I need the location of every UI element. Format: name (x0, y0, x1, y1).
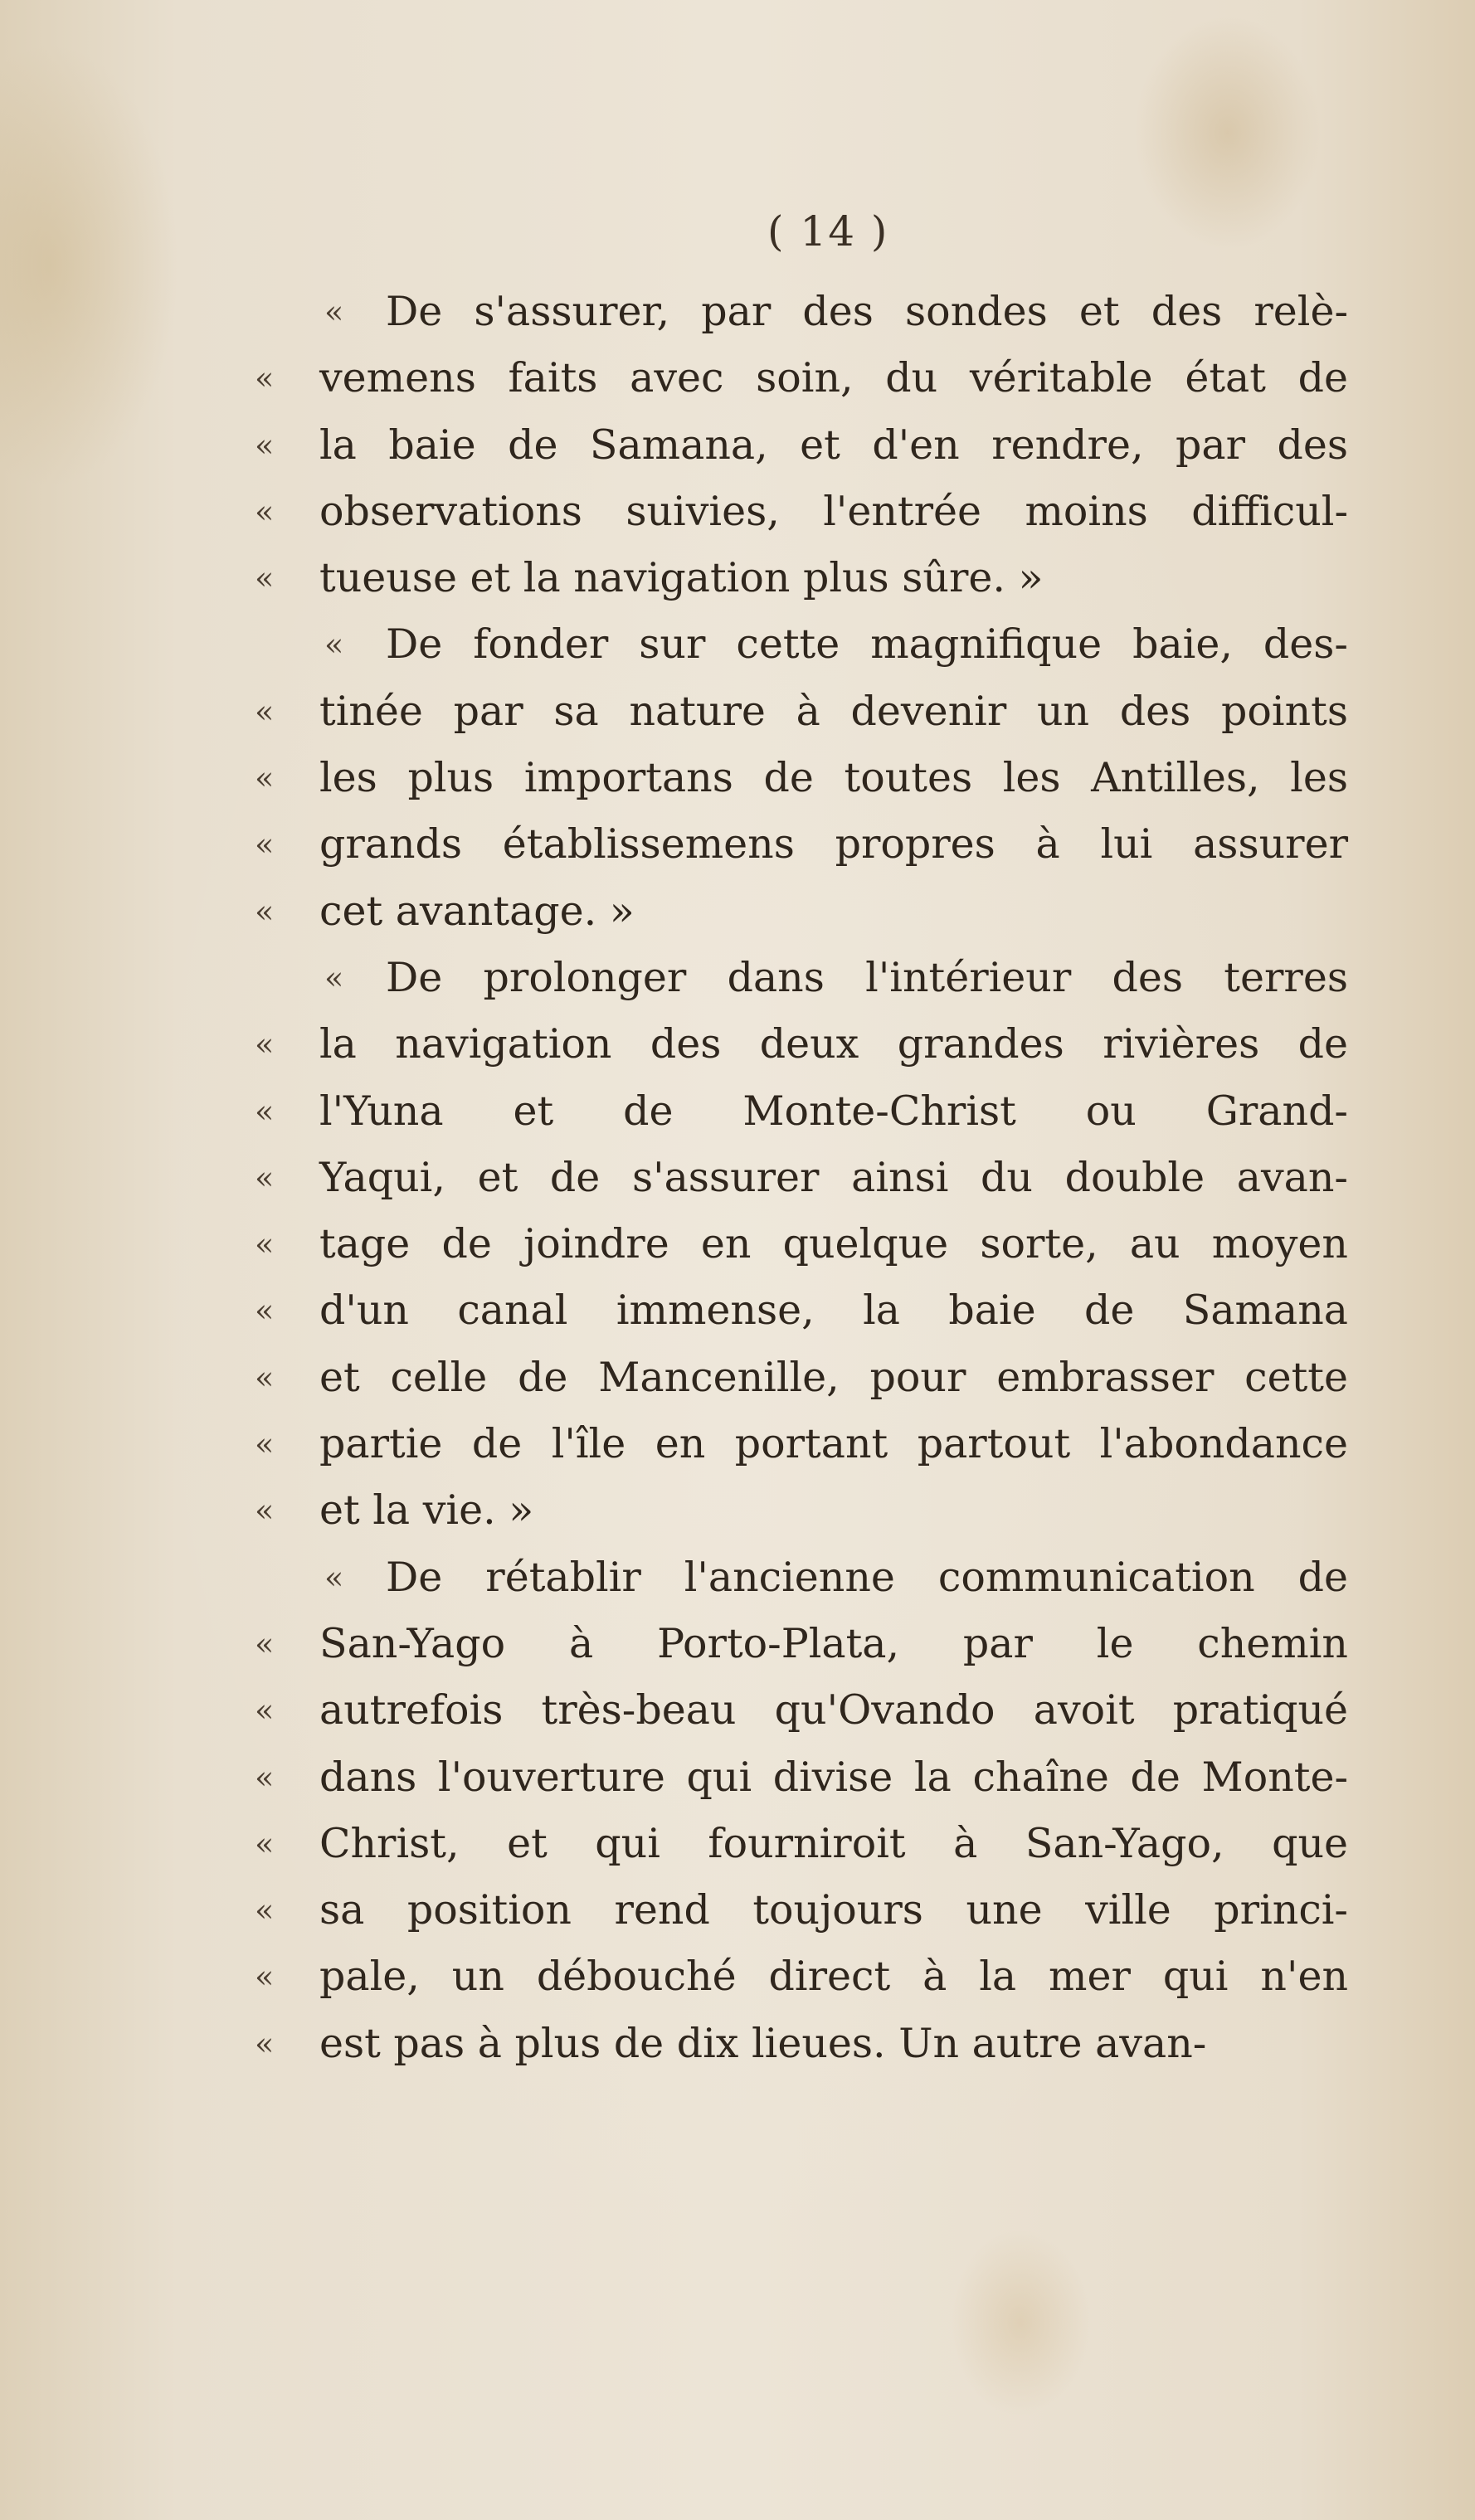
quote-mark: « (255, 826, 275, 864)
text-line (255, 1477, 1348, 1544)
quote-mark: « (324, 294, 344, 330)
text-line (319, 279, 1348, 345)
quote-mark: « (255, 1692, 275, 1729)
quote-mark: « (255, 426, 275, 464)
quote-mark: « (324, 1559, 344, 1596)
line-text: De rétablir l'ancienne communication de (386, 1553, 1348, 1601)
text-line (255, 1944, 1348, 2010)
text-line (255, 1277, 1348, 1344)
text-line (255, 878, 1348, 945)
quote-mark: « (255, 893, 275, 930)
text-line (255, 1411, 1348, 1477)
line-text: et la vie. » (319, 1486, 534, 1535)
quote-mark: « (255, 1159, 275, 1196)
quote-mark: « (255, 693, 275, 730)
text-line (255, 1011, 1348, 1078)
quote-mark: « (255, 1426, 275, 1463)
text-line (255, 1877, 1348, 1944)
text-line (255, 1611, 1348, 1677)
body-text (255, 279, 1348, 2077)
quote-mark: « (255, 1958, 275, 1996)
text-line (255, 679, 1348, 745)
line-text: De s'assurer, par des sondes et des relè- (386, 288, 1348, 335)
text-line (255, 1811, 1348, 1877)
text-line (255, 345, 1348, 411)
text-line (255, 412, 1348, 479)
line-text: dans l'ouverture qui divise la chaîne de Monte- (319, 1753, 1348, 1801)
line-text: l'Yuna et de Monte-Christ ou Grand- (319, 1087, 1348, 1135)
text-line (255, 745, 1348, 811)
quote-mark: « (255, 493, 275, 530)
line-text: Yaqui, et de s'assurer ainsi du double avan- (319, 1153, 1348, 1201)
line-text: observations suivies, l'entrée moins difficul- (319, 487, 1348, 535)
quote-mark: « (255, 1892, 275, 1929)
quote-mark: « (255, 1292, 275, 1330)
quote-mark: « (255, 760, 275, 797)
line-text: tage de joindre en quelque sorte, au moyen (319, 1220, 1348, 1268)
text-line (255, 479, 1348, 545)
quote-mark: « (324, 626, 344, 664)
line-text: tinée par sa nature à devenir un des points (319, 687, 1348, 735)
line-text: cet avantage. » (319, 887, 635, 935)
quote-mark: « (255, 1092, 275, 1130)
page-number: ( 14 ) (767, 207, 889, 255)
line-text: Christ, et qui fourniroit à San-Yago, que (319, 1819, 1348, 1867)
text-line (255, 1145, 1348, 1211)
quote-mark: « (255, 1625, 275, 1662)
text-line (319, 945, 1348, 1011)
text-line (255, 1078, 1348, 1145)
line-text: autrefois très-beau qu'Ovando avoit pratiqué (319, 1686, 1348, 1734)
line-text: grands établissemens propres à lui assurer (319, 820, 1348, 868)
line-text: De prolonger dans l'intérieur des terres (386, 953, 1348, 1001)
text-line (255, 1744, 1348, 1811)
text-line (255, 2011, 1348, 2077)
quote-mark: « (255, 1026, 275, 1063)
text-line (255, 1211, 1348, 1277)
quote-mark: « (255, 1226, 275, 1263)
line-text: partie de l'île en portant partout l'abondance (319, 1420, 1348, 1468)
text-line (255, 545, 1348, 611)
text-line (255, 1345, 1348, 1411)
quote-mark: « (324, 959, 344, 996)
line-text: la navigation des deux grandes rivières de (319, 1020, 1348, 1068)
line-text: De fonder sur cette magnifique baie, des- (386, 620, 1348, 669)
quote-mark: « (255, 2025, 275, 2062)
quote-mark: « (255, 1492, 275, 1530)
quote-mark: « (255, 560, 275, 597)
line-text: tueuse et la navigation plus sûre. » (319, 554, 1044, 602)
line-text: d'un canal immense, la baie de Samana (319, 1287, 1348, 1335)
line-text: les plus importans de toutes les Antilles, les (319, 754, 1348, 802)
line-text: vemens faits avec soin, du véritable état de (319, 354, 1348, 402)
text-line (319, 1545, 1348, 1611)
quote-mark: « (255, 360, 275, 397)
line-text: et celle de Mancenille, pour embrasser cette (319, 1353, 1348, 1401)
quote-mark: « (255, 1359, 275, 1396)
text-line (319, 611, 1348, 678)
line-text: la baie de Samana, et d'en rendre, par des (319, 421, 1348, 469)
text-line (255, 1677, 1348, 1744)
line-text: est pas à plus de dix lieues. Un autre avan- (319, 2019, 1207, 2067)
quote-mark: « (255, 1759, 275, 1796)
line-text: San-Yago à Porto-Plata, par le chemin (319, 1619, 1348, 1667)
line-text: sa position rend toujours une ville princi- (319, 1886, 1348, 1934)
quote-mark: « (255, 1825, 275, 1862)
text-line (255, 811, 1348, 878)
line-text: pale, un débouché direct à la mer qui n'en (319, 1953, 1348, 2001)
